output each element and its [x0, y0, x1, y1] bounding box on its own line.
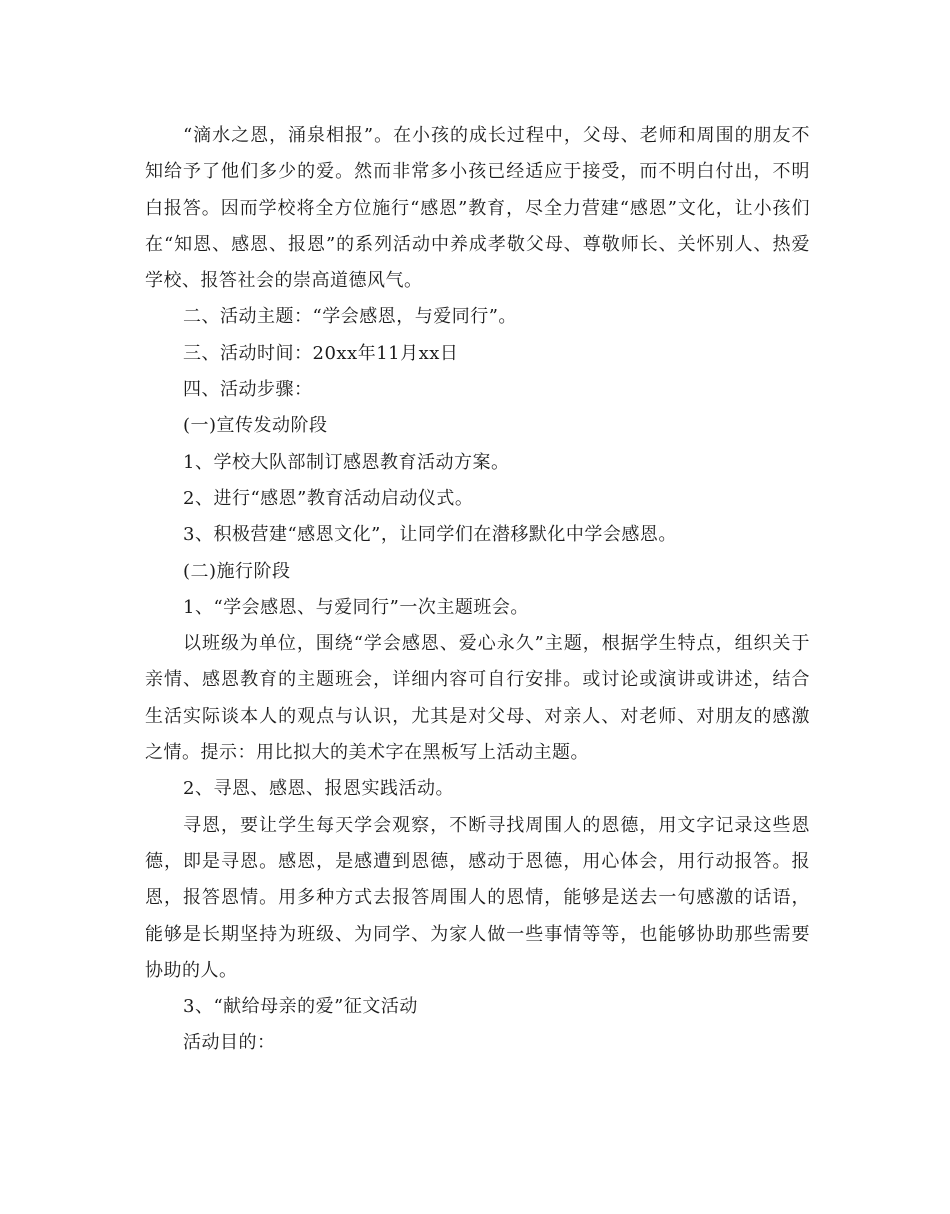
paragraph-activity-theme: 二、活动主题：“学会感恩，与爱同行”。 — [183, 306, 517, 328]
list-item-ceremony: 2、进行“感恩”教育活动启动仪式。 — [183, 487, 474, 509]
document-body — [145, 118, 810, 1062]
paragraph-practice-detail: 寻恩，要让学生每天学会观察，不断寻找周围人的恩德，用文字记录这些恩德，即是寻恩。感恩，是感遭到恩德，感动于恩德，用心体会，用行动报答。报恩，报答恩情。用多种方式去报答周围人的恩情，能够是送去一句感激的话语，能够是长期坚持为班级、为同学、为家人做一些事情等等，也能够协助那些需要协助的人。 — [145, 814, 810, 981]
heading-publicity-stage: (一)宣传发动阶段 — [183, 415, 328, 437]
list-item-culture: 3、积极营建“感恩文化”，让同学们在潜移默化中学会感恩。 — [183, 524, 677, 546]
paragraph-intro: “滴水之恩，涌泉相报”。在小孩的成长过程中，父母、老师和周围的朋友不知给予了他们多少的爱。然而非常多小孩已经适应于接受，而不明白付出，不明白报答。因而学校将全方位施行“感恩”教育，尽全力营建“感恩”文化，让小孩们在“知恩、感恩、报恩”的系列活动中养成孝敬父母、尊敬师长、关怀别人、热爱学校、报答社会的崇高道德风气。 — [145, 125, 810, 292]
list-item-plan: 1、学校大队部制订感恩教育活动方案。 — [183, 451, 510, 473]
list-item-class-meeting: 1、“学会感恩、与爱同行”一次主题班会。 — [183, 596, 529, 618]
heading-activity-purpose: 活动目的： — [183, 1032, 276, 1054]
paragraph-class-meeting-detail: 以班级为单位，围绕“学会感恩、爱心永久”主题，根据学生特点，组织关于亲情、感恩教育的主题班会，详细内容可自行安排。或讨论或演讲或讲述，结合生活实际谈本人的观点与认识，尤其是对父母、对亲人、对老师、对朋友的感激之情。提示：用比拟大的美术字在黑板写上活动主题。 — [145, 633, 810, 764]
list-item-essay-activity: 3、“献给母亲的爱”征文活动 — [183, 996, 418, 1018]
heading-activity-steps: 四、活动步骤： — [183, 379, 313, 401]
list-item-practice: 2、寻恩、感恩、报恩实践活动。 — [183, 778, 454, 800]
heading-implementation-stage: (二)施行阶段 — [183, 560, 291, 582]
paragraph-activity-time: 三、活动时间：20xx年11月xx日 — [183, 342, 459, 364]
